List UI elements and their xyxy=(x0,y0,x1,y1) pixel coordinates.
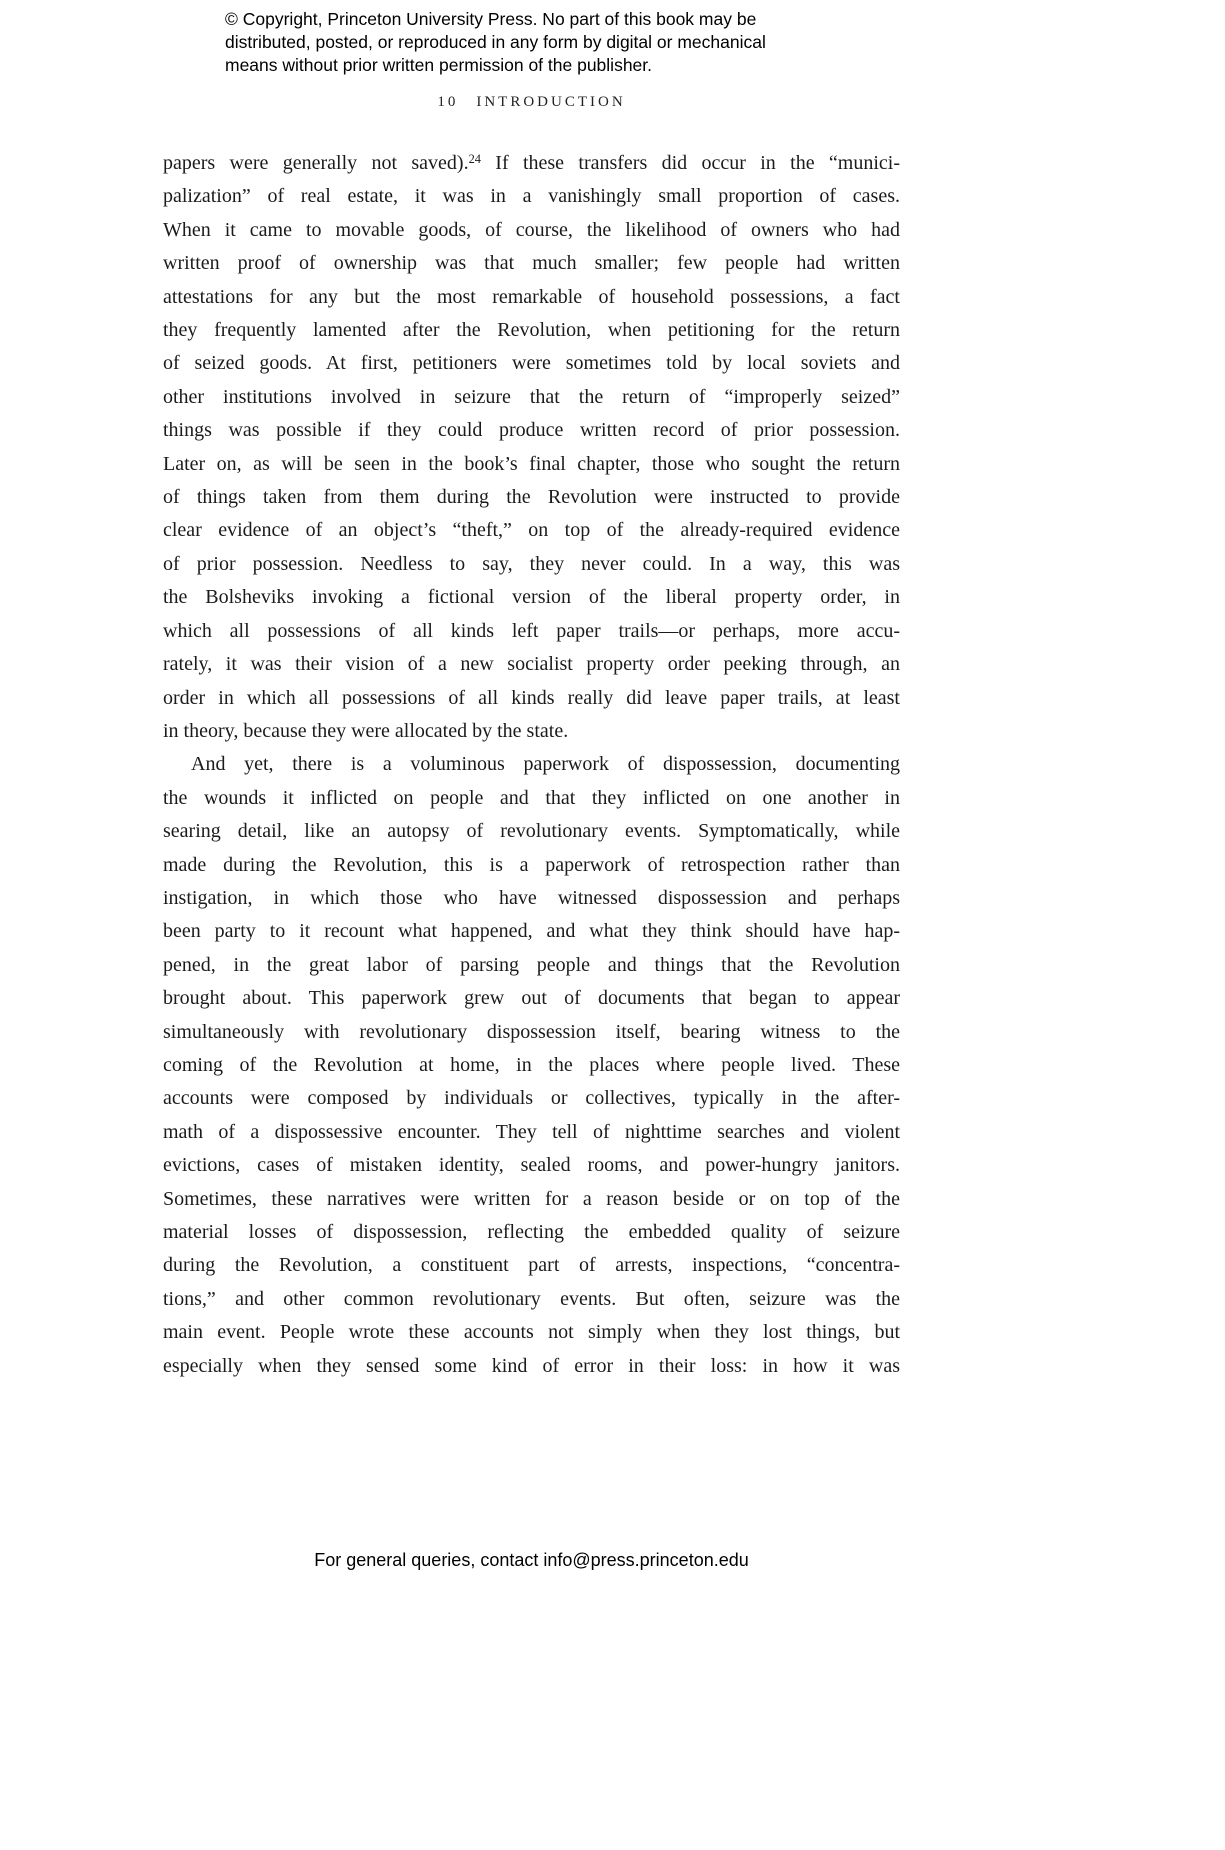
text-line: they frequently lamented after the Revolution, when petitioning for the return xyxy=(163,319,900,342)
text-line: order in which all possessions of all kinds really did leave paper trails, at least xyxy=(163,686,900,709)
chapter-title: INTRODUCTION xyxy=(476,94,626,110)
text-line: other institutions involved in seizure that the return of “improperly seized” xyxy=(163,385,900,408)
text-line: And yet, there is a voluminous paperwork of dispossession, documenting xyxy=(191,753,900,776)
text-line: in theory, because they were allocated by the state. xyxy=(163,719,569,742)
text-line: simultaneously with revolutionary dispossession itself, bearing witness to the xyxy=(163,1020,900,1043)
text-line: been party to it recount what happened, and what they think should have hap- xyxy=(163,920,900,943)
text-line: things was possible if they could produce written record of prior possession. xyxy=(163,419,900,442)
text-line: main event. People wrote these accounts not simply when they lost things, but xyxy=(163,1321,900,1344)
footnote-marker: 24 xyxy=(468,152,481,167)
text-line: of things taken from them during the Revolution were instructed to provide xyxy=(163,486,900,509)
text-line: written proof of ownership was that much smaller; few people had written xyxy=(163,252,900,275)
body-text xyxy=(163,147,900,1383)
text-line: clear evidence of an object’s “theft,” on top of the already-required evidence xyxy=(163,519,900,542)
text-line: math of a dispossessive encounter. They tell of nighttime searches and violent xyxy=(163,1120,900,1143)
page-number: 10 xyxy=(437,94,459,110)
text-line: during the Revolution, a constituent part of arrests, inspections, “concentra- xyxy=(163,1254,900,1277)
text-line: evictions, cases of mistaken identity, sealed rooms, and power-hungry janitors. xyxy=(163,1154,900,1177)
text-line: searing detail, like an autopsy of revolutionary events. Symptomatically, while xyxy=(163,820,900,843)
text-line: of seized goods. At first, petitioners were sometimes told by local soviets and xyxy=(163,352,900,375)
footer-contact: For general queries, contact info@press.princeton.edu xyxy=(314,1550,749,1570)
copyright-line: distributed, posted, or reproduced in any form by digital or mechanical xyxy=(225,32,766,52)
text-line: made during the Revolution, this is a paperwork of retrospection rather than xyxy=(163,853,900,876)
text-line: palization” of real estate, it was in a vanishingly small proportion of cases. xyxy=(163,185,900,208)
copyright-notice xyxy=(225,8,766,77)
text-line: of prior possession. Needless to say, they never could. In a way, this was xyxy=(163,552,900,575)
text-line: papers were generally not saved).$^{24}$ If these transfers did occur in the “munici- xyxy=(163,152,900,174)
text-line: material losses of dispossession, reflecting the embedded quality of seizure xyxy=(163,1221,900,1243)
text-line: attestations for any but the most remarkable of household possessions, a fact xyxy=(163,285,900,308)
page-header xyxy=(163,94,900,111)
text-line: instigation, in which those who have witnessed dispossession and perhaps xyxy=(163,886,900,909)
paragraph xyxy=(163,748,900,1383)
text-line: When it came to movable goods, of course, the likelihood of owners who had xyxy=(163,218,900,241)
text-line: the wounds it inflicted on people and that they inflicted on one another in xyxy=(163,786,900,809)
text-line: coming of the Revolution at home, in the places where people lived. These xyxy=(163,1053,900,1076)
text-line: tions,” and other common revolutionary events. But often, seizure was the xyxy=(163,1287,900,1310)
text-line: rately, it was their vision of a new socialist property order peeking through, an xyxy=(163,653,900,676)
text-line: especially when they sensed some kind of error in their loss: in how it was xyxy=(163,1354,900,1377)
paragraph xyxy=(163,147,900,748)
text-line: brought about. This paperwork grew out of documents that began to appear xyxy=(163,987,900,1010)
copyright-line: © Copyright, Princeton University Press. No part of this book may be xyxy=(225,9,757,29)
text-line: pened, in the great labor of parsing people and things that the Revolution xyxy=(163,953,900,976)
text-line: accounts were composed by individuals or collectives, typically in the after- xyxy=(163,1087,900,1110)
copyright-line: means without prior written permission of the publisher. xyxy=(225,55,653,75)
text-line: the Bolsheviks invoking a fictional version of the liberal property order, in xyxy=(163,586,900,609)
text-line: Later on, as will be seen in the book’s final chapter, those who sought the return xyxy=(163,452,900,475)
text-line: Sometimes, these narratives were written for a reason beside or on top of the xyxy=(163,1187,900,1210)
text-line: which all possessions of all kinds left paper trails—or perhaps, more accu- xyxy=(163,619,900,642)
